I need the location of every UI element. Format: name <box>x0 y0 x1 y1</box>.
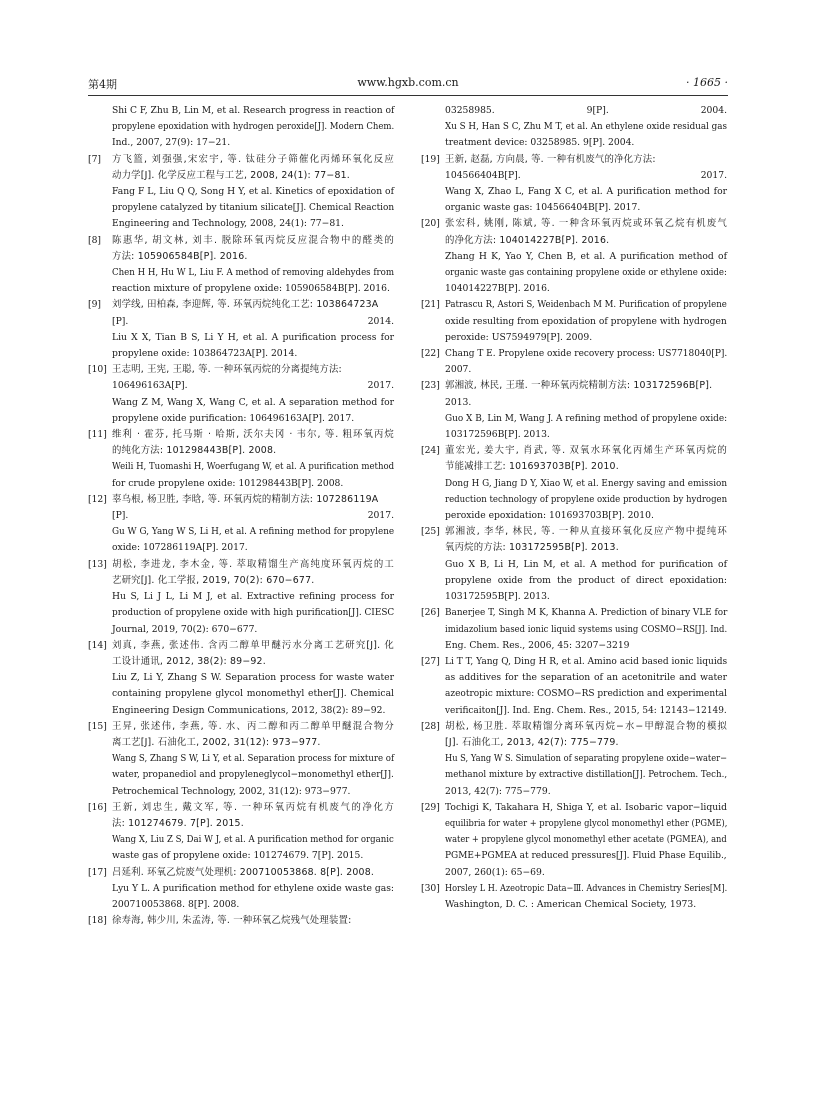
reference-number: [8] <box>88 234 102 246</box>
reference-line: Dong H G, Jiang D Y, Xiao W, et al. Energy saving and emission <box>445 477 728 489</box>
page-number: · 1665 · <box>686 76 728 89</box>
header-rule <box>88 95 728 96</box>
reference-number: [24] <box>421 445 440 457</box>
reference-entry <box>421 719 727 800</box>
reference-line: Wang X, Liu Z S, Dai W J, et al. A purification method for organic <box>112 834 394 846</box>
references-left-column <box>88 103 394 929</box>
reference-number: [15] <box>88 720 107 732</box>
reference-number: [21] <box>421 299 440 311</box>
reference-line: reduction technology of propylene oxide production by hydrogen <box>445 493 728 505</box>
reference-line: Liu X X, Tian B S, Li Y H, et al. A purification process for <box>112 331 394 343</box>
reference-entry <box>421 881 727 913</box>
reference-line: Liu Z, Li Y, Zhang S W. Separation process for waste water <box>112 672 394 684</box>
reference-line: 工设计通讯, 2012, 38(2): 89−92. <box>112 655 266 667</box>
reference-number: [26] <box>421 607 440 619</box>
reference-line: 刘真, 李燕, 张述伟. 含丙二醇单甲醚污水分离工艺研究[J]. 化 <box>112 639 394 651</box>
reference-number: [7] <box>88 153 102 165</box>
reference-line: 106496163A[P]. 2017. <box>112 380 394 392</box>
reference-line: verificaiton[J]. Ind. Eng. Chem. Res., 2015, 54: 12143−12149. <box>445 704 727 716</box>
reference-line: Patrascu R, Astori S, Weidenbach M M. Purification of propylene <box>445 299 727 311</box>
reference-line: propylene oxide from the product of direct epoxidation: <box>445 574 727 586</box>
reference-line: Hu S, Yang W S. Simulation of separating propylene oxide−water− <box>445 753 728 765</box>
reference-line: 郭湘波, 林民, 王瑾. 一种环氧丙烷精制方法: 103172596B[P]. <box>445 380 713 392</box>
reference-line: 2013, 42(7): 775−779. <box>445 785 551 797</box>
reference-line: 103172595B[P]. 2013. <box>445 591 550 603</box>
reference-number: [22] <box>421 348 440 360</box>
reference-line: 104566404B[P]. 2017. <box>445 169 727 181</box>
reference-line: 胡松, 杨卫胜. 萃取精馏分离环氧丙烷−水−甲醇混合物的模拟 <box>445 720 727 732</box>
references-right-column <box>421 103 727 913</box>
reference-line: [P]. 2017. <box>112 510 394 522</box>
reference-entry <box>88 427 394 492</box>
reference-line: Tochigi K, Takahara H, Shiga Y, et al. Isobaric vapor−liquid <box>445 801 727 813</box>
reference-number: [23] <box>421 380 440 392</box>
reference-entry <box>421 216 727 297</box>
reference-line: 维利 · 霍芬, 托马斯 · 哈斯, 沃尔夫冈 · 韦尔, 等. 粗环氧丙烷 <box>112 429 394 441</box>
reference-line: 法: 101274679. 7[P]. 2015. <box>112 817 244 829</box>
reference-line: 104014227B[P]. 2016. <box>445 283 550 295</box>
reference-line: propylene catalyzed by titanium silicate[J]. Chemical Reaction <box>112 202 395 214</box>
reference-line: Gu W G, Yang W S, Li H, et al. A refining method for propylene <box>112 526 395 538</box>
reference-entry <box>88 913 394 929</box>
reference-entry <box>88 719 394 800</box>
reference-entry <box>88 152 394 233</box>
reference-line: Banerjee T, Singh M K, Khanna A. Prediction of binary VLE for <box>445 607 728 619</box>
reference-number: [19] <box>421 153 440 165</box>
reference-line: [J]. 石油化工, 2013, 42(7): 775−779. <box>445 736 619 748</box>
reference-line: Engineering Design Communications, 2012, 38(2): 89−92. <box>112 704 386 716</box>
reference-line: water + propylene glycol monomethyl ether acetate (PGMEA), and <box>445 834 727 846</box>
reference-number: [12] <box>88 493 107 505</box>
reference-entry <box>421 346 727 378</box>
reference-line: 2013. <box>445 396 472 408</box>
reference-line: azeotropic mixture: COSMO−RS prediction and experimental <box>445 688 727 700</box>
reference-number: [16] <box>88 801 107 813</box>
reference-line: 方法: 105906584B[P]. 2016. <box>112 250 248 262</box>
reference-line: equilibria for water + propylene glycol monomethyl ether (PGME), <box>445 817 728 829</box>
reference-line: reaction mixture of propylene oxide: 105906584B[P]. 2016. <box>112 283 390 295</box>
reference-number: [18] <box>88 915 107 927</box>
reference-number: [17] <box>88 866 107 878</box>
reference-line: 王昇, 张述伟, 李燕, 等. 水、丙二醇和丙二醇单甲醚混合物分 <box>112 720 394 732</box>
reference-line: PGME+PGMEA at reduced pressures[J]. Fluid Phase Equilib., <box>445 850 727 862</box>
reference-number: [14] <box>88 639 107 651</box>
reference-line: 王新, 赵磊, 方向晨, 等. 一种有机废气的净化方法: <box>445 153 656 165</box>
reference-line: peroxide: US7594979[P]. 2009. <box>445 331 593 343</box>
reference-entry <box>421 654 727 719</box>
reference-line: Fang F L, Liu Q Q, Song H Y, et al. Kinetics of epoxidation of <box>112 186 394 198</box>
reference-line: Shi C F, Zhu B, Lin M, et al. Research progress in reaction of <box>112 105 395 116</box>
reference-line: propylene oxide purification: 106496163A[P]. 2017. <box>112 412 355 424</box>
reference-entry <box>421 103 727 152</box>
reference-entry <box>88 297 394 362</box>
reference-line: Zhang H K, Yao Y, Chen B, et al. A purification method of <box>445 250 727 262</box>
reference-line: imidazolium based ionic liquid systems using COSMO−RS[J]. Ind. <box>445 623 728 635</box>
reference-line: Chang T E. Propylene oxide recovery process: US7718040[P]. <box>445 348 728 360</box>
reference-line: Weili H, Tuomashi H, Woerfugang W, et al. A purification method <box>112 461 395 473</box>
reference-line: 2007, 260(1): 65−69. <box>445 866 545 878</box>
reference-entry <box>421 297 727 346</box>
reference-line: 200710053868. 8[P]. 2008. <box>112 898 240 910</box>
reference-line: 吕延利. 环氧乙烷废气处理机: 200710053868. 8[P]. 2008. <box>112 866 375 878</box>
reference-entry <box>88 103 394 152</box>
reference-line: Xu S H, Han S C, Zhu M T, et al. An ethylene oxide residual gas <box>445 121 727 133</box>
reference-line: for crude propylene oxide: 101298443B[P]. 2008. <box>112 477 344 489</box>
reference-line: 王新, 刘忠生, 戴文军, 等. 一种环氧丙烷有机废气的净化方 <box>112 801 394 813</box>
reference-number: [9] <box>88 299 102 311</box>
reference-line: organic waste gas: 104566404B[P]. 2017. <box>445 202 641 214</box>
reference-line: 的纯化方法: 101298443B[P]. 2008. <box>112 445 277 457</box>
issue-number: 第4期 <box>88 78 117 91</box>
reference-line: as additives for the separation of an acetonitrile and water <box>445 672 727 684</box>
reference-line: [P]. 2014. <box>112 315 394 327</box>
reference-line: Eng. Chem. Res., 2006, 45: 3207−3219 <box>445 639 630 651</box>
reference-number: [20] <box>421 218 440 230</box>
reference-line: 陈惠华, 胡文林, 刘丰. 脱除环氧丙烷反应混合物中的醛类的 <box>112 234 394 246</box>
reference-entry <box>421 378 727 443</box>
reference-number: [30] <box>421 882 440 894</box>
reference-line: methanol mixture by extractive distillation[J]. Petrochem. Tech., <box>445 769 728 781</box>
reference-line: peroxide epoxidation: 101693703B[P]. 2010. <box>445 510 654 522</box>
reference-entry <box>421 152 727 217</box>
reference-line: Guo X B, Lin M, Wang J. A refining method of propylene oxide: <box>445 412 728 424</box>
reference-line: Journal, 2019, 70(2): 670−677. <box>112 623 258 635</box>
reference-line: Li T T, Yang Q, Ding H R, et al. Amino acid based ionic liquids <box>445 655 728 667</box>
reference-line: 2007. <box>445 364 472 376</box>
reference-line: production of propylene oxide with high purification[J]. CIESC <box>112 607 395 619</box>
reference-line: Chen H H, Hu W L, Liu F. A method of removing aldehydes from <box>112 267 395 279</box>
reference-entry <box>421 800 727 881</box>
reference-entry <box>88 557 394 638</box>
reference-entry <box>88 800 394 865</box>
reference-entry <box>88 362 394 427</box>
reference-number: [29] <box>421 801 440 813</box>
reference-line: 方飞篮, 刘强强,宋宏宇, 等. 钛硅分子筛催化丙烯环氧化反应 <box>112 153 394 165</box>
reference-line: Washington, D. C. : American Chemical Society, 1973. <box>445 898 697 910</box>
reference-line: 103172596B[P]. 2013. <box>445 429 550 441</box>
reference-line: Ind., 2007, 27(9): 17−21. <box>112 137 231 149</box>
reference-entry <box>421 443 727 524</box>
running-header <box>88 76 728 96</box>
reference-line: 郭湘波, 李华, 林民, 等. 一种从直接环氧化反应产物中提纯环 <box>445 526 727 538</box>
reference-line: Wang X, Zhao L, Fang X C, et al. A purification method for <box>445 186 727 198</box>
reference-line: 艺研究[J]. 化工学报, 2019, 70(2): 670−677. <box>112 574 315 586</box>
reference-line: 王志明, 王宪, 王聪, 等. 一种环氧丙烷的分离提纯方法: <box>112 364 342 376</box>
reference-line: 03258985. 9[P]. 2004. <box>445 105 727 116</box>
reference-line: 氧丙烷的方法: 103172595B[P]. 2013. <box>445 542 619 554</box>
reference-number: [10] <box>88 364 107 376</box>
reference-entry <box>88 233 394 298</box>
reference-line: 离工艺[J]. 石油化工, 2002, 31(12): 973−977. <box>112 736 321 748</box>
reference-line: 胡松, 李进龙, 李木金, 等. 萃取精馏生产高纯度环氧丙烷的工 <box>112 558 394 570</box>
reference-line: Guo X B, Li H, Lin M, et al. A method for purification of <box>445 558 727 570</box>
reference-line: oxide: 107286119A[P]. 2017. <box>112 542 248 554</box>
reference-line: 刘学线, 田柏森, 李迎辉, 等. 环氧丙烷纯化工艺: 103864723A <box>112 299 379 311</box>
reference-line: Horsley L H. Azeotropic Data−Ⅲ. Advances in Chemistry Series[M]. <box>445 882 728 894</box>
journal-website: www.hgxb.com.cn <box>357 76 459 89</box>
reference-line: 动力学[J]. 化学反应工程与工艺, 2008, 24(1): 77−81. <box>112 169 350 181</box>
reference-line: 辜乌根, 杨卫胜, 李晗, 等. 环氧丙烷的精制方法: 107286119A <box>112 493 379 505</box>
reference-entry <box>421 605 727 654</box>
reference-number: [13] <box>88 558 107 570</box>
reference-number: [27] <box>421 655 440 667</box>
reference-line: containing propylene glycol monomethyl ether[J]. Chemical <box>112 688 394 700</box>
reference-line: Petrochemical Technology, 2002, 31(12): 973−977. <box>112 785 351 797</box>
reference-number: [11] <box>88 429 107 441</box>
reference-line: oxide resulting from epoxidation of propylene with hydrogen <box>445 315 727 327</box>
reference-line: water, propanediol and propyleneglycol−monomethyl ether[J]. <box>112 769 394 781</box>
reference-line: 董宏光, 姜大宇, 肖武, 等. 双氧水环氧化丙烯生产环氧丙烷的 <box>445 445 727 457</box>
reference-number: [28] <box>421 720 440 732</box>
reference-line: 徐寿海, 韩少川, 朱孟涛, 等. 一种环氧乙烷残气处理装置: <box>112 915 352 927</box>
reference-line: Hu S, Li J L, Li M J, et al. Extractive refining process for <box>112 591 394 603</box>
reference-number: [25] <box>421 526 440 538</box>
reference-entry <box>88 865 394 914</box>
reference-line: treatment device: 03258985. 9[P]. 2004. <box>445 137 635 149</box>
reference-line: propylene epoxidation with hydrogen peroxide[J]. Modern Chem. <box>112 121 395 133</box>
reference-line: Engineering and Technology, 2008, 24(1): 77−81. <box>112 218 344 230</box>
reference-line: propylene oxide: 103864723A[P]. 2014. <box>112 348 298 360</box>
reference-line: Lyu Y L. A purification method for ethylene oxide waste gas: <box>112 882 394 894</box>
reference-line: Wang Z M, Wang X, Wang C, et al. A separation method for <box>112 396 394 408</box>
reference-line: Wang S, Zhang S W, Li Y, et al. Separation process for mixture of <box>112 753 395 765</box>
reference-line: 张宏科, 姚刚, 陈斌, 等. 一种含环氧丙烷或环氧乙烷有机废气 <box>445 218 727 230</box>
reference-line: organic waste gas containing propylene oxide or ethylene oxide: <box>445 267 727 279</box>
reference-line: waste gas of propylene oxide: 101274679. 7[P]. 2015. <box>112 850 364 862</box>
reference-entry <box>421 524 727 605</box>
reference-line: 的净化方法: 104014227B[P]. 2016. <box>445 234 610 246</box>
reference-entry <box>88 638 394 719</box>
reference-line: 节能减排工艺: 101693703B[P]. 2010. <box>445 461 619 473</box>
reference-entry <box>88 492 394 557</box>
